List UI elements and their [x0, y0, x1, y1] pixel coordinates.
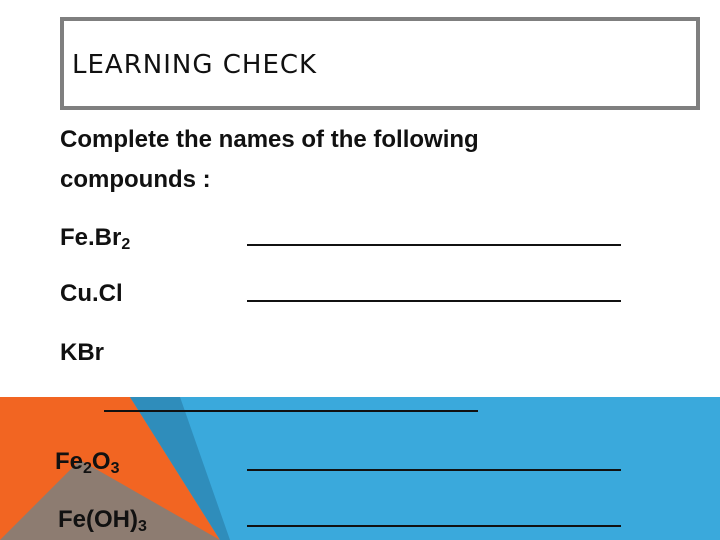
instruction-text: Complete the names of the following compounds :	[60, 126, 479, 193]
slide-title: LEARNING CHECK	[72, 50, 318, 80]
answer-blank-4[interactable]	[247, 469, 621, 471]
compound-feoh3: $Fe(OH)_3$	[58, 506, 147, 535]
compound-febr2: $Fe.Br_2$	[60, 224, 131, 253]
compound-cucl: Cu.Cl	[60, 280, 123, 307]
answer-blank-1[interactable]	[247, 244, 621, 246]
answer-blank-3[interactable]	[104, 410, 478, 412]
title-box	[60, 17, 700, 110]
compound-kbr: KBr	[60, 339, 105, 366]
compound-fe2o3: $Fe_2O_3$	[55, 448, 120, 477]
answer-blank-5[interactable]	[247, 525, 621, 527]
answer-blank-2[interactable]	[247, 300, 621, 302]
